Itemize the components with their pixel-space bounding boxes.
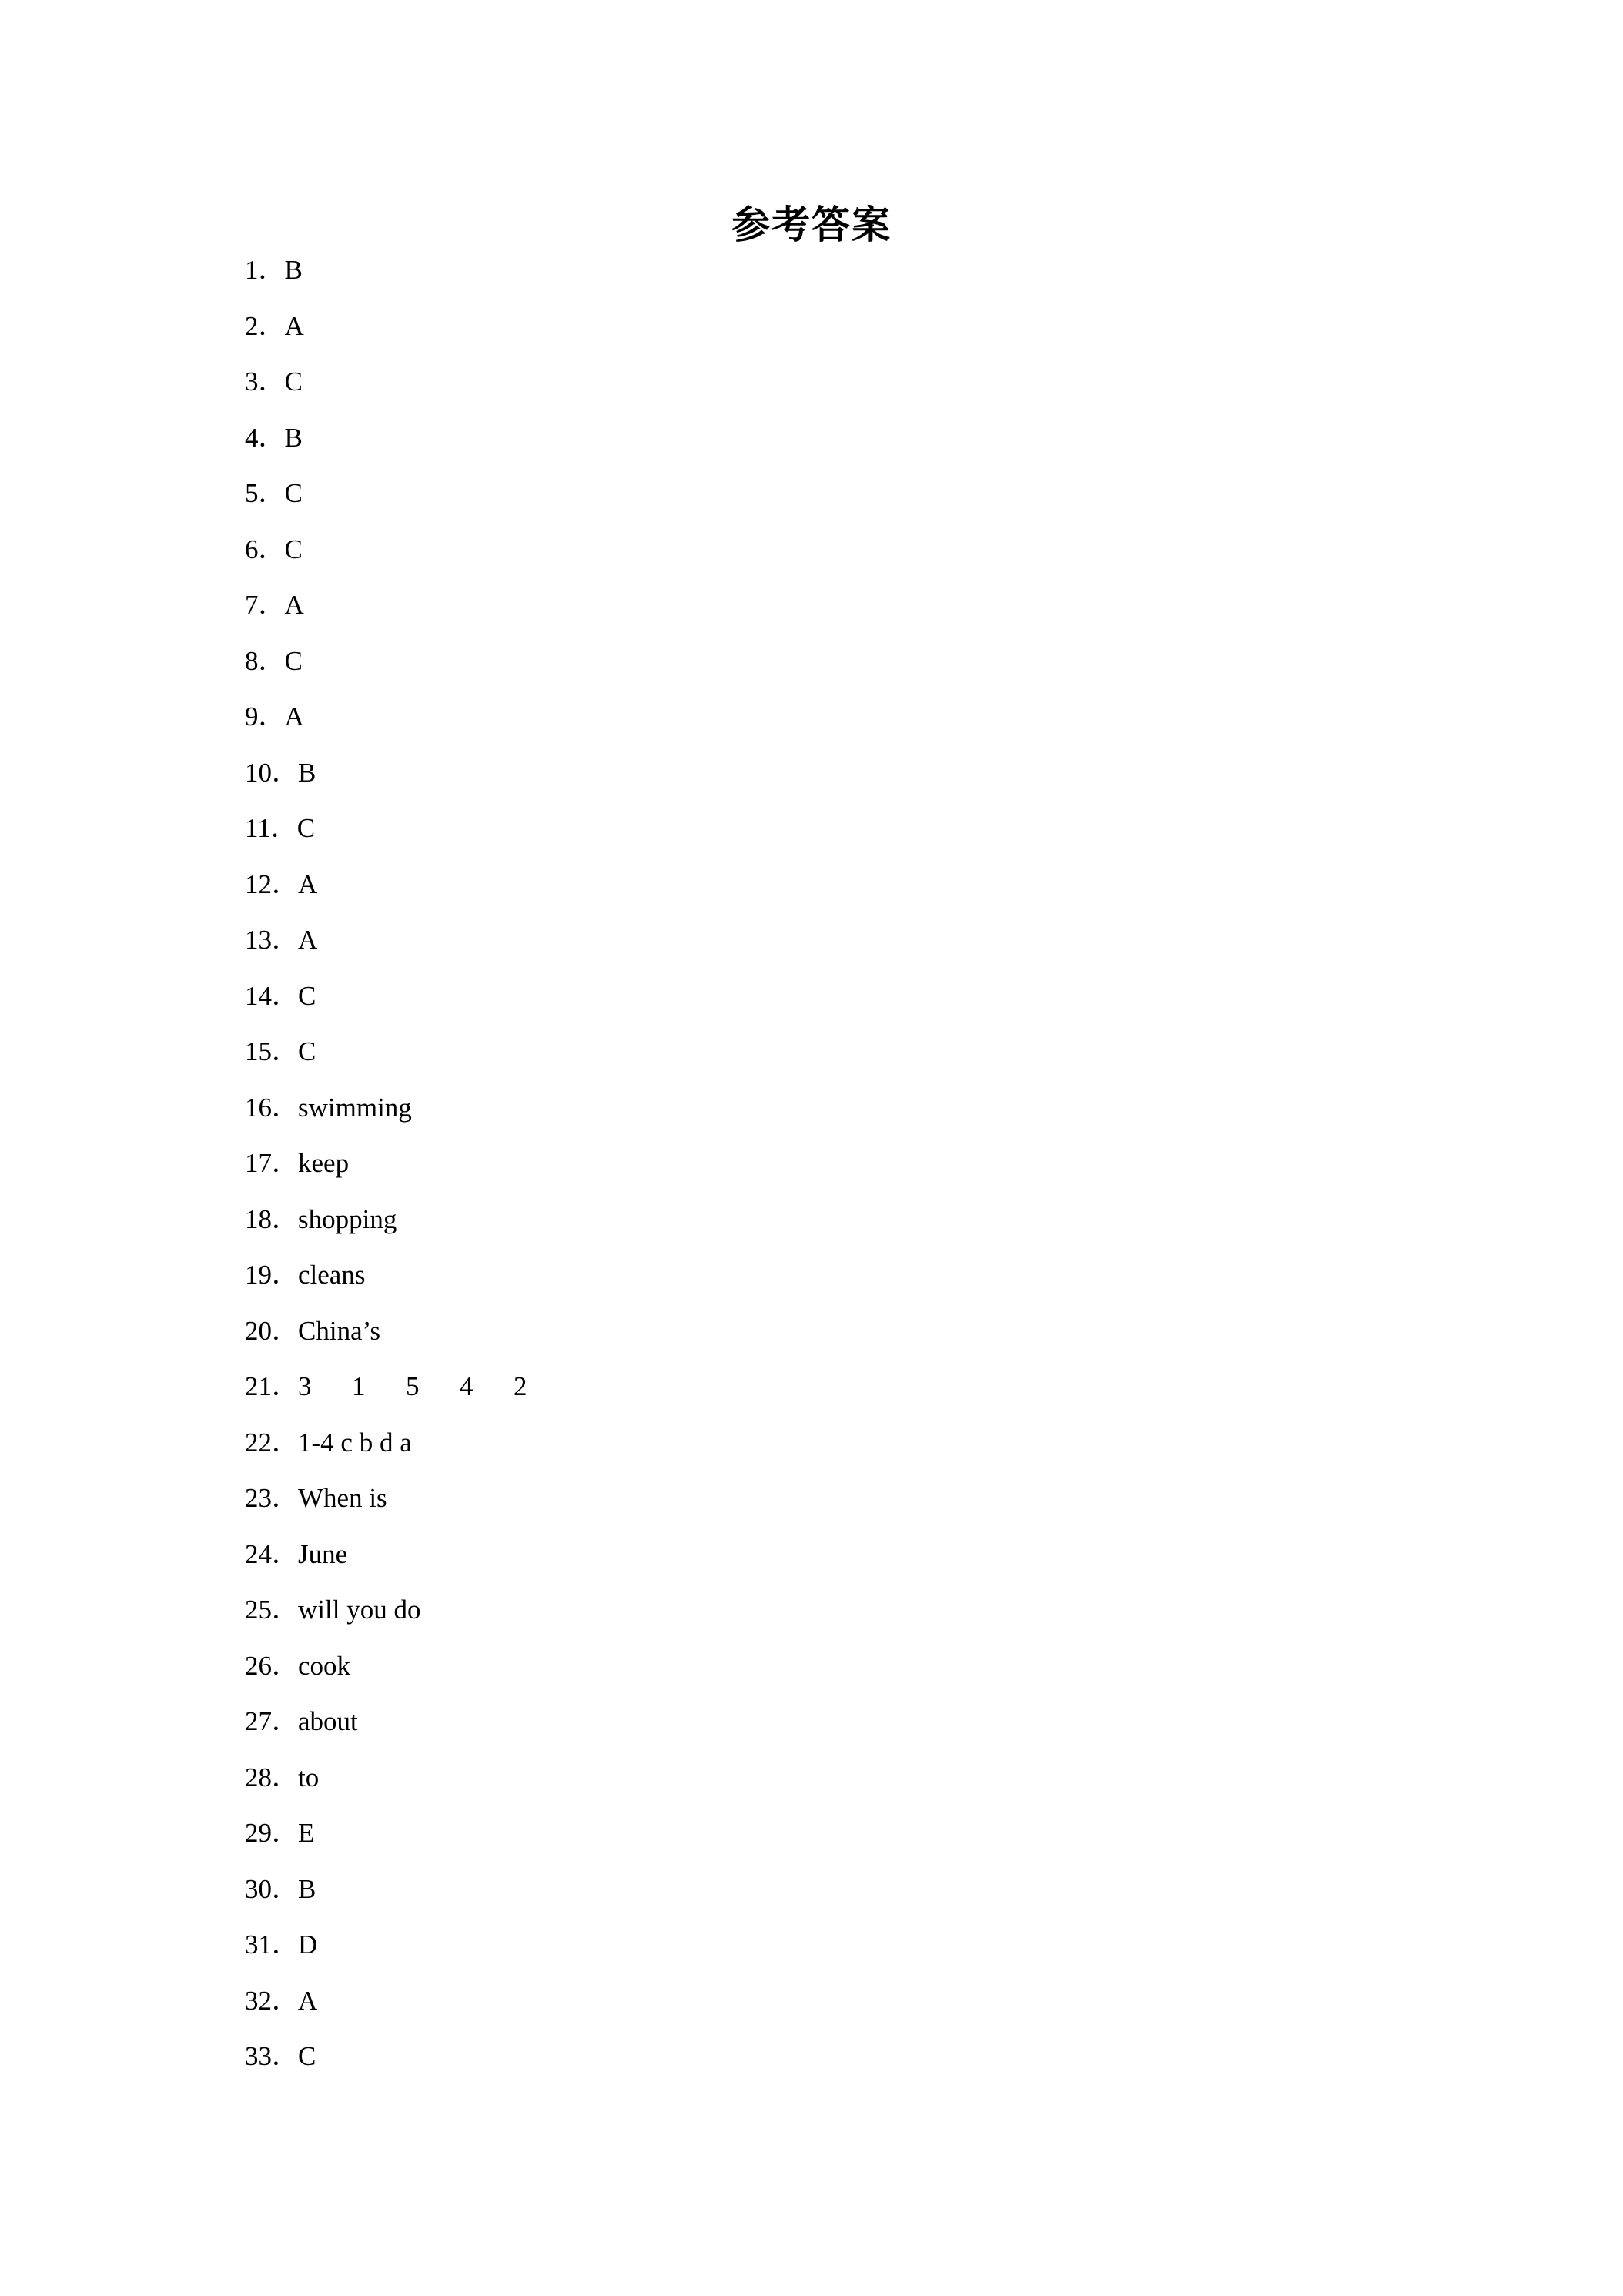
answer-text: June [298, 1538, 348, 1569]
answer-item [245, 1536, 527, 1592]
answer-item [245, 1815, 527, 1871]
answer-separator: ． [272, 1203, 300, 1234]
answer-text: A [298, 869, 318, 899]
answer-number: 23 [245, 1483, 272, 1513]
answer-item [245, 1871, 527, 1927]
answer-item [245, 1926, 527, 1983]
answer-separator: ． [272, 1595, 300, 1625]
answer-separator: ． [272, 1818, 300, 1848]
answer-text: swimming [298, 1092, 412, 1123]
answer-item [245, 1257, 527, 1313]
answer-list [245, 252, 527, 2094]
answer-item [245, 698, 527, 755]
answer-item [245, 1313, 527, 1369]
answer-number: 13 [245, 925, 272, 955]
answer-number: 21 [245, 1371, 272, 1401]
answer-text: C [298, 1036, 316, 1066]
answer-separator: ． [272, 1538, 300, 1569]
answer-text: C [284, 645, 303, 676]
answer-number: 18 [245, 1203, 272, 1234]
answer-text: 3 1 5 4 2 [298, 1371, 527, 1401]
answer-text: shopping [298, 1203, 397, 1234]
answer-separator: ． [272, 869, 300, 899]
answer-text: cook [298, 1650, 351, 1681]
answer-number: 20 [245, 1315, 272, 1346]
answer-number: 32 [245, 1985, 272, 2016]
answer-separator: ． [272, 757, 300, 788]
answer-number: 25 [245, 1595, 272, 1625]
answer-separator: ． [272, 1371, 300, 1401]
answer-number: 12 [245, 869, 272, 899]
answer-separator: ． [272, 1260, 300, 1290]
answer-number: 28 [245, 1762, 272, 1792]
answer-item [245, 810, 527, 866]
answer-text: B [284, 255, 303, 285]
answer-text: When is [298, 1483, 387, 1513]
answer-number: 10 [245, 757, 272, 788]
answer-number: 27 [245, 1706, 272, 1736]
answer-number: 11 [245, 813, 271, 843]
answer-number: 24 [245, 1538, 272, 1569]
answer-separator: ． [272, 1650, 300, 1681]
answer-number: 8 [245, 645, 259, 676]
answer-number: 30 [245, 1873, 272, 1904]
answer-text: C [284, 534, 303, 564]
answer-number: 16 [245, 1092, 272, 1123]
answer-separator: ． [272, 925, 300, 955]
answer-separator: ． [258, 422, 286, 453]
answer-item [245, 1145, 527, 1201]
answer-item [245, 643, 527, 699]
answer-item [245, 978, 527, 1034]
answer-item [245, 866, 527, 922]
answer-separator: ． [258, 366, 286, 397]
answer-text: B [298, 757, 316, 788]
answer-text: to [298, 1762, 320, 1792]
answer-separator: ． [272, 1873, 300, 1904]
answer-text: B [298, 1873, 316, 1904]
answer-item [245, 1983, 527, 2039]
answer-text: about [298, 1706, 358, 1736]
answer-item [245, 252, 527, 308]
answer-item [245, 1648, 527, 1704]
answer-separator: ． [272, 1315, 300, 1346]
answer-separator: ． [258, 310, 286, 341]
answer-item [245, 475, 527, 531]
answer-number: 19 [245, 1260, 272, 1290]
answer-text: D [298, 1930, 318, 1960]
answer-text: C [298, 2041, 316, 2071]
answer-item [245, 1033, 527, 1089]
answer-separator: ． [272, 1930, 300, 1960]
answer-text: C [284, 478, 303, 508]
answer-number: 6 [245, 534, 259, 564]
answer-text: A [284, 310, 304, 341]
answer-number: 2 [245, 310, 259, 341]
answer-text: China’s [298, 1315, 380, 1346]
answer-separator: ． [272, 2041, 300, 2071]
answer-number: 7 [245, 590, 259, 620]
answer-item [245, 363, 527, 420]
answer-item [245, 1201, 527, 1257]
answer-text: A [284, 590, 304, 620]
answer-separator: ． [272, 1148, 300, 1178]
answer-separator: ． [272, 1706, 300, 1736]
answer-item [245, 587, 527, 643]
answer-number: 33 [245, 2041, 272, 2071]
answer-number: 3 [245, 366, 259, 397]
answer-separator: ． [272, 1092, 300, 1123]
answer-item [245, 1591, 527, 1648]
answer-text: C [298, 980, 316, 1011]
answer-separator: ． [272, 1036, 300, 1066]
answer-item [245, 922, 527, 978]
answer-text: E [298, 1818, 315, 1848]
answer-separator: ． [258, 255, 286, 285]
answer-separator: ． [270, 813, 298, 843]
answer-text: will you do [298, 1595, 421, 1625]
answer-text: 1-4 c b d a [298, 1427, 412, 1458]
page-title: 参考答案 [731, 202, 892, 247]
answer-number: 1 [245, 255, 259, 285]
answer-number: 31 [245, 1930, 272, 1960]
answer-number: 22 [245, 1427, 272, 1458]
answer-item [245, 531, 527, 587]
answer-text: cleans [298, 1260, 366, 1290]
answer-item [245, 755, 527, 811]
answer-separator: ． [258, 701, 286, 731]
answer-item [245, 2038, 527, 2094]
answer-number: 9 [245, 701, 259, 731]
answer-item [245, 308, 527, 364]
answer-text: A [298, 925, 318, 955]
answer-item [245, 1424, 527, 1481]
answer-separator: ． [272, 980, 300, 1011]
answer-number: 5 [245, 478, 259, 508]
answer-separator: ． [258, 645, 286, 676]
answer-number: 4 [245, 422, 259, 453]
answer-number: 26 [245, 1650, 272, 1681]
answer-text: keep [298, 1148, 350, 1178]
answer-text: A [284, 701, 304, 731]
answer-separator: ． [258, 478, 286, 508]
answer-separator: ． [258, 590, 286, 620]
answer-text: A [298, 1985, 318, 2016]
answer-item [245, 420, 527, 476]
answer-separator: ． [258, 534, 286, 564]
answer-item [245, 1703, 527, 1759]
answer-separator: ． [272, 1762, 300, 1792]
answer-item [245, 1089, 527, 1146]
answer-item [245, 1759, 527, 1816]
answer-separator: ． [272, 1427, 300, 1458]
answer-number: 14 [245, 980, 272, 1011]
answer-number: 29 [245, 1818, 272, 1848]
answer-number: 17 [245, 1148, 272, 1178]
answer-number: 15 [245, 1036, 272, 1066]
answer-text: B [284, 422, 303, 453]
answer-text: C [296, 813, 316, 843]
answer-item [245, 1368, 527, 1424]
answer-separator: ． [272, 1985, 300, 2016]
answer-separator: ． [272, 1483, 300, 1513]
answer-item [245, 1480, 527, 1536]
answer-text: C [284, 366, 303, 397]
